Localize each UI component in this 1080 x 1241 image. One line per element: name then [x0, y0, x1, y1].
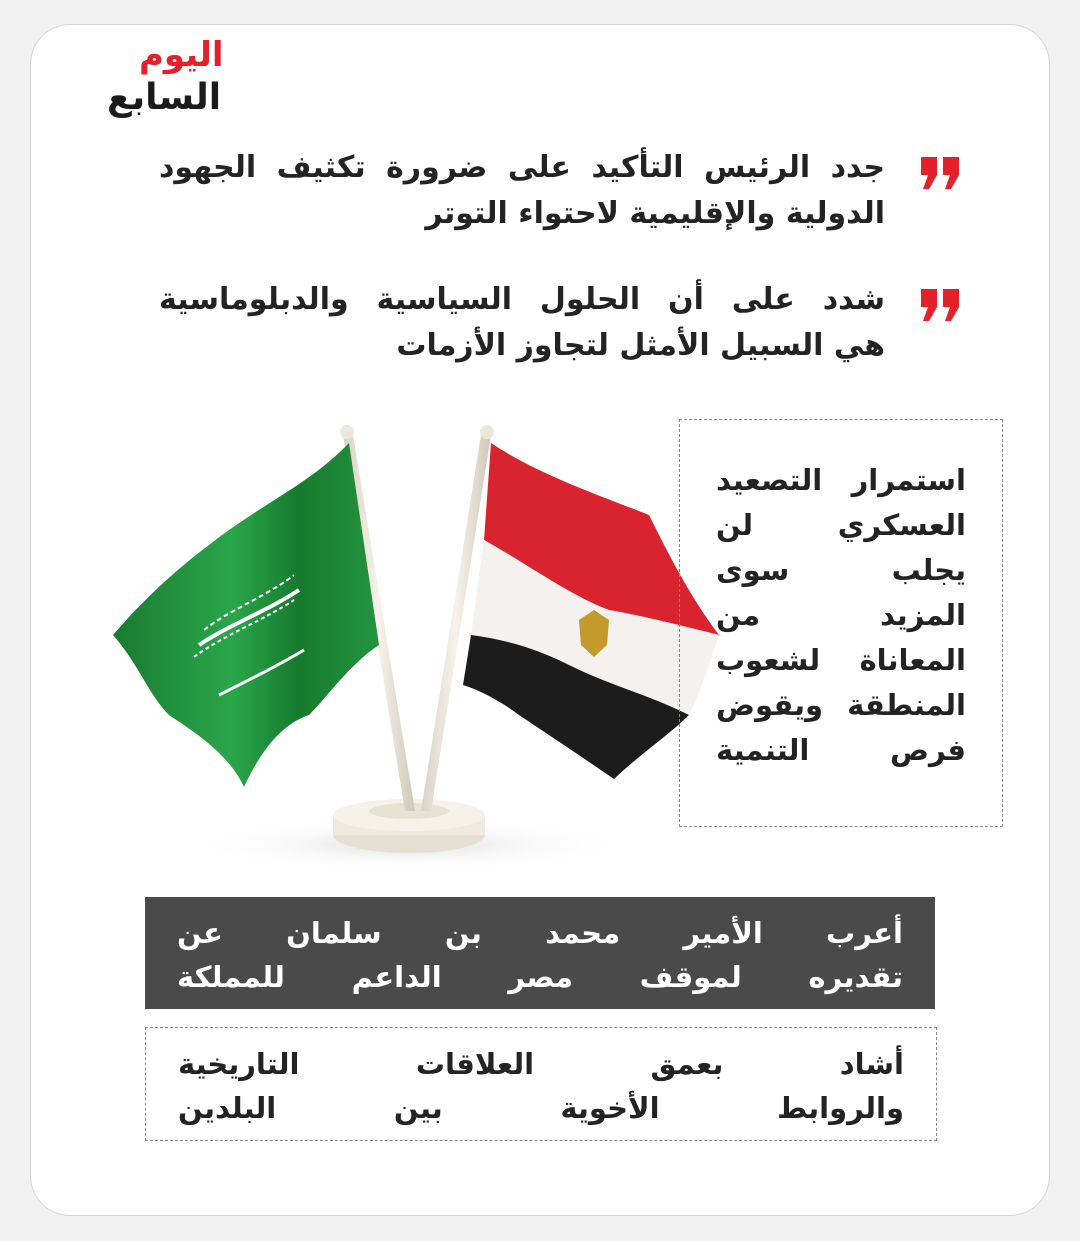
highlight-box-dark	[145, 897, 935, 1009]
infographic-card	[30, 24, 1050, 1216]
side-line-5: المعاناة لشعوب	[716, 643, 966, 677]
side-line-7: فرص التنمية	[716, 733, 966, 767]
saudi-egypt-flags-image	[79, 395, 739, 875]
dark-box-line-2: تقديره لموقف مصر الداعم للمملكة	[177, 960, 903, 994]
side-line-2: العسكري لن	[716, 508, 966, 542]
quote-1-line-1: جدد الرئيس التأكيد على ضرورة تكثيف الجهود	[159, 150, 885, 185]
quote-item-1	[159, 145, 929, 237]
side-line-4: المزيد من	[716, 598, 966, 632]
dark-box-text	[177, 911, 903, 999]
logo-line-1: اليوم	[139, 35, 224, 75]
quote-2-line-1: شدد على أن الحلول السياسية والدبلوماسية	[159, 282, 885, 317]
quote-icon	[917, 153, 965, 193]
quote-text-1	[159, 145, 929, 237]
light-box-line-1: أشاد بعمق العلاقات التاريخية	[178, 1047, 904, 1081]
light-box-text	[178, 1042, 904, 1130]
quote-2-line-2: هي السبيل الأمثل لتجاوز الأزمات	[396, 328, 885, 363]
quote-1-line-2: الدولية والإقليمية لاحتواء التوتر	[425, 196, 885, 231]
side-line-3: يجلب سوى	[716, 553, 966, 587]
light-box-line-2: والروابط الأخوية بين البلدين	[178, 1091, 904, 1125]
highlight-box-light	[145, 1027, 937, 1141]
side-quote-box	[679, 419, 1003, 827]
side-line-6: المنطقة ويقوض	[716, 688, 966, 722]
quote-icon	[917, 285, 965, 325]
side-line-1: استمرار التصعيد	[716, 463, 966, 497]
quote-item-2	[159, 277, 929, 369]
side-quote-text	[716, 458, 966, 773]
quote-text-2	[159, 277, 929, 369]
logo	[69, 31, 224, 131]
dark-box-line-1: أعرب الأمير محمد بن سلمان عن	[177, 916, 903, 950]
logo-line-2: السابع	[107, 77, 222, 118]
